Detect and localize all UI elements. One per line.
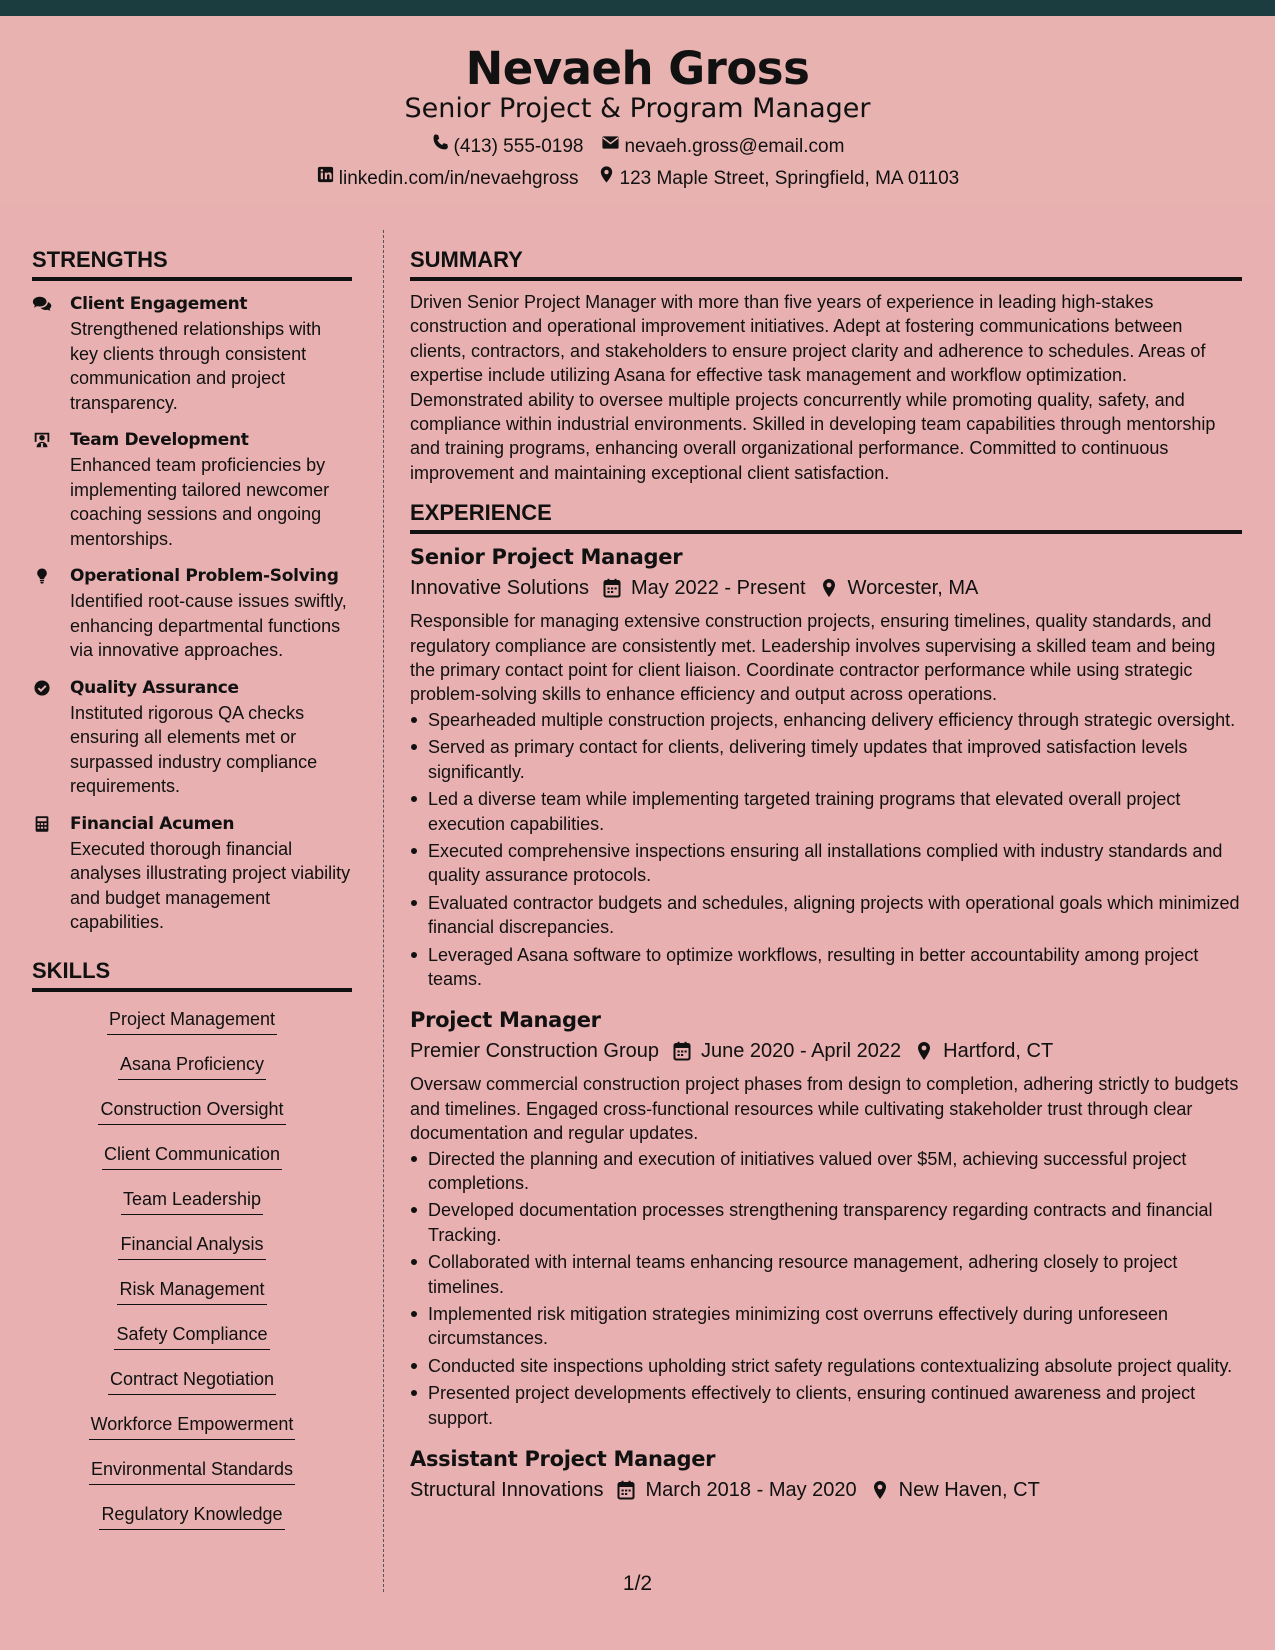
contact-email[interactable]: nevaeh.gross@email.com (601, 133, 844, 160)
job-bullet: Leveraged Asana software to optimize workflows, resulting in better accountability among project teams. (410, 943, 1242, 992)
skill-tag: Environmental Standards (89, 1457, 295, 1485)
job-bullet: Directed the planning and execution of initiatives valued over $5M, achieving successful project completions. (410, 1147, 1242, 1196)
skill-tag: Asana Proficiency (118, 1052, 266, 1080)
strengths-list (32, 292, 352, 935)
skills-heading: SKILLS (32, 957, 352, 992)
skill-tag: Client Communication (102, 1142, 282, 1170)
job-entry (410, 1444, 1242, 1505)
contact-row-primary (0, 133, 1275, 160)
strength-title: Operational Problem-Solving (70, 566, 339, 586)
job-title: Project Manager (410, 1008, 601, 1033)
calendar-icon (673, 1041, 691, 1061)
job-meta (410, 1475, 1242, 1505)
job-bullets (410, 708, 1242, 991)
strength-item (32, 292, 352, 415)
job-bullet: Served as primary contact for clients, delivering timely updates that improved satisfaction levels significantly. (410, 735, 1242, 784)
job-meta (410, 573, 1242, 603)
strength-title: Financial Acumen (70, 813, 235, 834)
job-bullet: Developed documentation processes strengthening transparency regarding contracts and financial Tracking. (410, 1198, 1242, 1247)
job-entry (410, 542, 1242, 991)
job-meta (410, 1036, 1242, 1066)
calendar-icon (603, 578, 621, 598)
contact-address: 123 Maple Street, Springfield, MA 01103 (597, 165, 960, 192)
contact-row-secondary (0, 165, 1275, 192)
comments-icon (32, 292, 54, 415)
experience-heading: EXPERIENCE (410, 499, 1242, 534)
contact-phone: (413) 555-0198 (431, 133, 584, 160)
job-bullet: Spearheaded multiple construction projects, enhancing delivery efficiency through strategic oversight. (410, 708, 1242, 732)
phone-icon (431, 133, 450, 160)
job-description: Responsible for managing extensive construction projects, ensuring timelines, quality standards, and regulatory compliance are consistently met. Leadership involves supervising a skilled team and being the primary contact point for client liaison. Coordinate contractor performance while using strategic problem-solving skills to enhance efficiency and output across operations. (410, 611, 1216, 705)
summary-text: Driven Senior Project Manager with more than five years of experience in leading high-stakes construction and operational improvement initiatives. Adept at fostering communications between clients, contractors, and stakeholders to ensure project clarity and adherence to schedules. Areas of expertise include utilizing Asana for effective task management and workflow optimization. Demonstrated ability to oversee multiple projects concurrently while promoting quality, safety, and compliance within industrial environments. Skilled in developing team capabilities through mentorship and training programs, enhancing overall organizational performance. Committed to continuous improvement and maintaining exceptional client satisfaction. (410, 292, 1216, 483)
job-location: New Haven, CT (898, 1479, 1040, 1502)
skill-tag: Safety Compliance (114, 1322, 269, 1350)
job-bullet: Collaborated with internal teams enhancing resource management, adhering closely to project timelines. (410, 1250, 1242, 1299)
envelope-icon (601, 133, 620, 160)
strength-desc: Strengthened relationships with key clients through consistent communication and project transparency. (70, 319, 322, 413)
job-title: Senior Project Manager (410, 545, 683, 570)
skill-tag: Workforce Empowerment (89, 1412, 296, 1440)
job-dates: March 2018 - May 2020 (645, 1479, 857, 1502)
job-company: Premier Construction Group (410, 1040, 659, 1063)
skill-tag: Regulatory Knowledge (99, 1502, 284, 1530)
right-column (410, 246, 1242, 1505)
skill-tag: Risk Management (117, 1277, 266, 1305)
job-bullets (410, 1147, 1242, 1430)
linkedin-icon (316, 165, 335, 192)
job-location: Worcester, MA (847, 577, 979, 600)
job-bullet: Executed comprehensive inspections ensuring all installations complied with industry standards and quality assurance protocols. (410, 839, 1242, 888)
left-column (32, 246, 352, 1547)
strength-desc: Executed thorough financial analyses illustrating project viability and budget management capabilities. (70, 838, 351, 932)
strength-title: Client Engagement (70, 294, 248, 314)
summary-heading: SUMMARY (410, 246, 1242, 281)
job-description: Oversaw commercial construction project phases from design to completion, adhering strictly to budgets and timelines. Engaged cross-functional resources while cultivating stakeholder trust through clear documentation and regular updates. (410, 1074, 1239, 1144)
strengths-heading: STRENGTHS (32, 246, 352, 281)
job-bullet: Implemented risk mitigation strategies minimizing cost overruns effectively during unforeseen circumstances. (410, 1302, 1242, 1351)
resume-header (0, 16, 1275, 204)
skill-tag: Financial Analysis (118, 1232, 265, 1260)
strength-item (32, 812, 352, 935)
top-accent-bar (0, 0, 1275, 16)
job-dates: June 2020 - April 2022 (700, 1040, 902, 1063)
page-number: 1/2 (622, 1572, 653, 1595)
strength-desc: Identified root-cause issues swiftly, enhancing departmental functions via innovative approaches. (70, 591, 347, 660)
job-company: Innovative Solutions (410, 577, 590, 600)
strength-item (32, 676, 352, 799)
map-pin-icon (820, 578, 838, 598)
strength-desc: Enhanced team proficiencies by implementing tailored newcomer coaching sessions and ongoing mentorships. (70, 455, 330, 549)
strength-desc: Instituted rigorous QA checks ensuring all elements met or surpassed industry compliance requirements. (70, 702, 318, 796)
strength-title: Quality Assurance (70, 677, 239, 698)
calculator-icon (32, 812, 54, 935)
column-divider (383, 230, 384, 1592)
job-entry (410, 1005, 1242, 1430)
job-bullet: Presented project developments effectively to clients, ensuring continued awareness and project support. (410, 1381, 1242, 1430)
skills-list (32, 1007, 352, 1547)
job-location: Hartford, CT (943, 1040, 1054, 1063)
job-dates: May 2022 - Present (631, 577, 806, 600)
strength-item (32, 428, 352, 551)
teacher-icon (32, 428, 54, 551)
map-pin-icon (871, 1480, 889, 1500)
map-pin-icon (915, 1041, 933, 1061)
strength-item (32, 564, 352, 663)
job-bullet: Evaluated contractor budgets and schedules, aligning projects with operational goals which minimized financial discrepancies. (410, 891, 1242, 940)
job-company: Structural Innovations (410, 1479, 604, 1502)
calendar-icon (617, 1480, 635, 1500)
job-bullet: Conducted site inspections upholding strict safety regulations contextualizing absolute project quality. (410, 1354, 1242, 1378)
skill-tag: Construction Oversight (98, 1097, 285, 1125)
check-circle-icon (32, 676, 54, 799)
contact-linkedin[interactable]: linkedin.com/in/nevaehgross (316, 165, 579, 192)
candidate-title: Senior Project & Program Manager (404, 93, 871, 124)
strength-title: Team Development (70, 430, 249, 450)
map-pin-icon (597, 165, 616, 192)
lightbulb-icon (32, 564, 54, 663)
skill-tag: Project Management (107, 1007, 277, 1035)
job-bullet: Led a diverse team while implementing targeted training programs that elevated overall project execution capabilities. (410, 787, 1242, 836)
skill-tag: Team Leadership (121, 1187, 263, 1215)
candidate-name: Nevaeh Gross (465, 42, 810, 95)
skill-tag: Contract Negotiation (108, 1367, 276, 1395)
job-title: Assistant Project Manager (410, 1447, 716, 1472)
